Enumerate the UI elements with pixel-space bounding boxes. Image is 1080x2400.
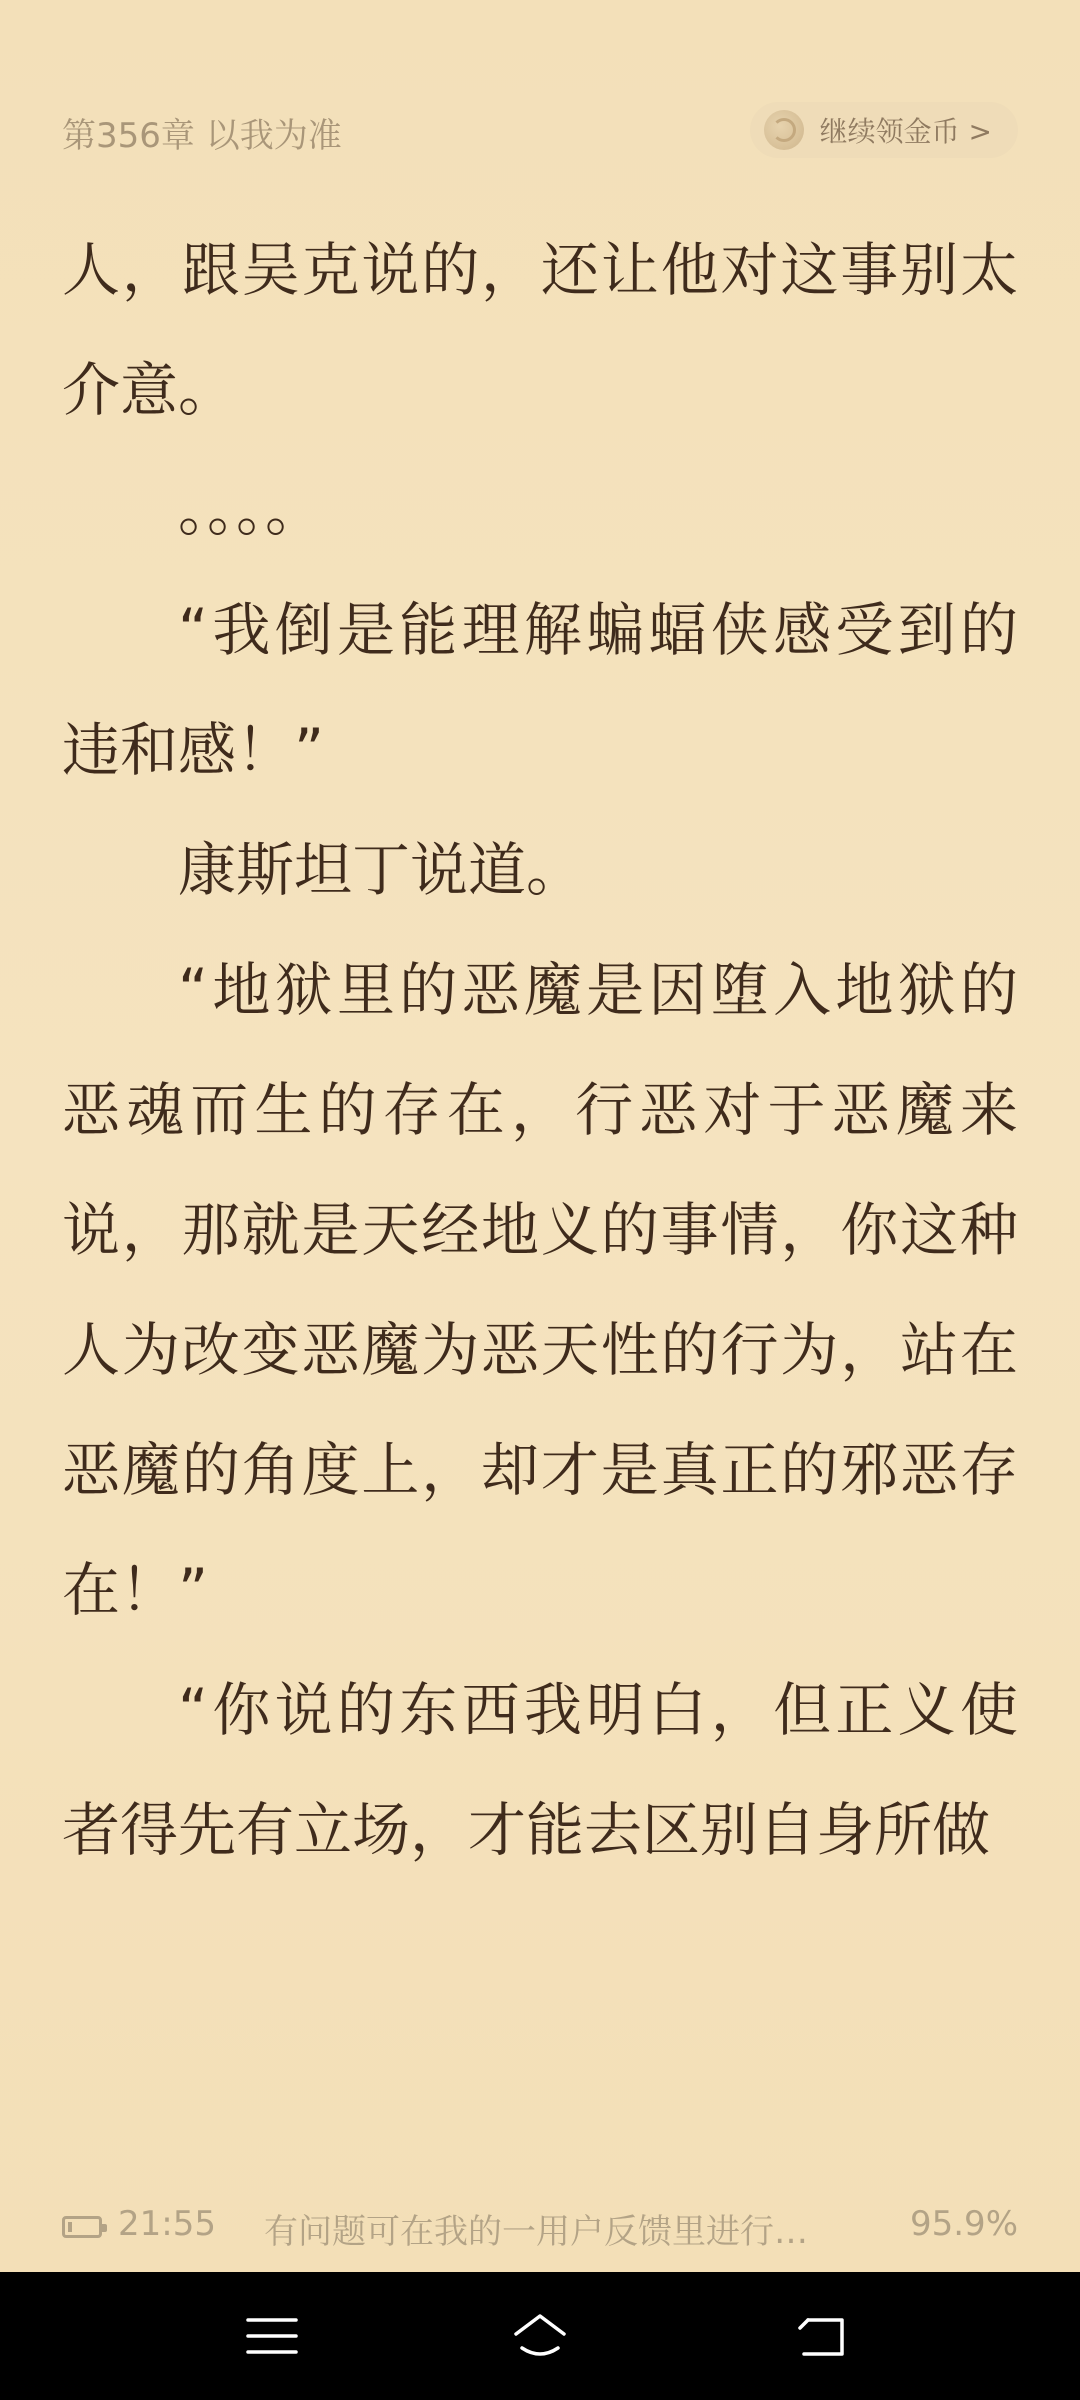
reader-header xyxy=(62,96,1018,168)
paragraph: “地狱里的恶魔是因堕入地狱的恶魂而生的存在，行恶对于恶魔来说，那就是天经地义的事情，你这种人为改变恶魔为恶天性的行为，站在恶魔的角度上，却才是真正的邪恶存在！” xyxy=(62,956,1018,1624)
chapter-title: 第356章 以我为准 xyxy=(62,116,342,156)
chapter-content[interactable] xyxy=(62,210,1018,1890)
home-button[interactable] xyxy=(508,2304,572,2368)
coin-icon xyxy=(764,110,804,150)
battery-icon xyxy=(62,2216,102,2238)
paragraph: 人，跟吴克说的，还让他对这事别太介意。 xyxy=(62,236,1018,424)
coin-reward-button[interactable] xyxy=(750,102,1018,158)
reading-progress: 95.9% xyxy=(909,2204,1018,2244)
feedback-notice: 有问题可在我的一用户反馈里进行… xyxy=(264,2212,808,2252)
paragraph: “你说的东西我明白，但正义使者得先有立场，才能去区别自身所做 xyxy=(62,1676,1018,1864)
home-icon xyxy=(508,2304,572,2368)
paragraph: “我倒是能理解蝙蝠侠感受到的违和感！” xyxy=(62,596,1018,784)
paragraph: 康斯坦丁说道。 xyxy=(178,836,585,904)
clock-time: 21:55 xyxy=(118,2204,216,2244)
back-button[interactable] xyxy=(790,2304,854,2368)
coin-reward-label: 继续领金币 > xyxy=(819,115,992,148)
back-icon xyxy=(790,2304,854,2368)
system-navigation-bar xyxy=(0,2272,1080,2400)
menu-button[interactable] xyxy=(240,2304,304,2368)
paragraph: 。。。。 xyxy=(178,476,324,544)
reader-footer xyxy=(62,2200,1018,2260)
menu-icon xyxy=(240,2304,304,2368)
